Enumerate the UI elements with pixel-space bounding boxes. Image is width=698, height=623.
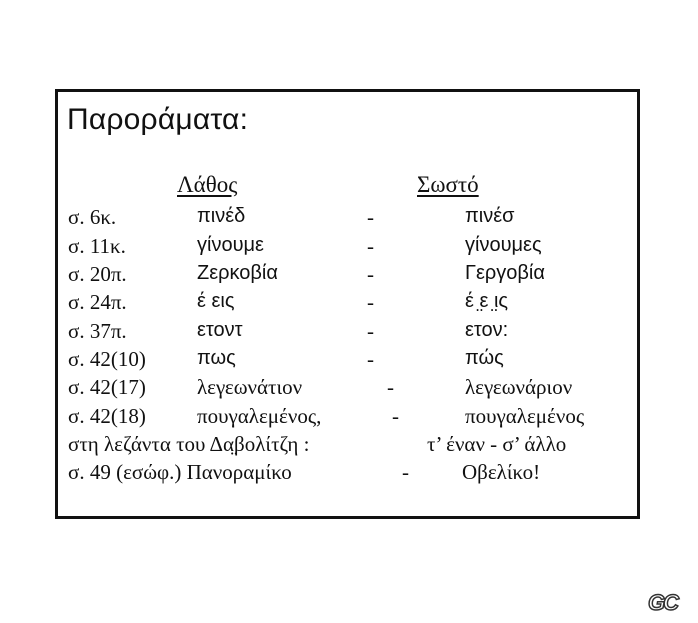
errata-ref: σ. 20π. <box>68 262 127 286</box>
errata-row <box>0 205 698 235</box>
errata-row <box>0 432 698 462</box>
errata-dash: - <box>367 290 374 314</box>
errata-wrong: πως <box>197 347 236 369</box>
errata-row <box>0 347 698 377</box>
errata-title: Παροράματα: <box>67 103 249 136</box>
errata-dash: - <box>367 319 374 343</box>
errata-wrong: λεγεωνάτιον <box>197 375 303 399</box>
errata-ref: σ. 42(10) <box>68 347 146 371</box>
errata-wrong: ετοντ <box>197 319 243 341</box>
errata-correct: έ ̤ε ̤ις <box>465 290 509 312</box>
errata-dash: - <box>392 404 399 428</box>
gc-logo: GC <box>648 590 677 615</box>
errata-ref: σ. 42(18) <box>68 404 146 428</box>
errata-ref: σ. 49 (εσώφ.) Πανοραμίκο <box>68 460 292 484</box>
errata-correct: τ’ έναν - σ’ άλλο <box>427 432 567 456</box>
errata-wrong: πινέδ <box>197 205 246 227</box>
errata-ref: σ. 11κ. <box>68 234 126 258</box>
errata-correct: πώς <box>465 347 504 369</box>
errata-row <box>0 319 698 349</box>
errata-ref: στη λεζάντα του Δα̤βολίτζη : <box>68 432 310 456</box>
errata-dash: - <box>367 205 374 229</box>
errata-row <box>0 290 698 320</box>
header-wrong: Λάθος <box>177 172 238 197</box>
errata-dash: - <box>367 234 374 258</box>
errata-row <box>0 375 698 405</box>
errata-correct: Οβελίκο! <box>462 460 541 484</box>
errata-correct: πουγαλεμένος <box>465 404 585 428</box>
errata-wrong: έ εις <box>197 290 235 312</box>
errata-row <box>0 234 698 264</box>
errata-correct: Γεργοβία <box>465 262 545 284</box>
errata-dash: - <box>387 375 394 399</box>
errata-dash: - <box>402 460 409 484</box>
errata-row <box>0 404 698 434</box>
errata-row <box>0 460 698 490</box>
errata-correct: λεγεωνάριον <box>465 375 573 399</box>
errata-dash: - <box>367 347 374 371</box>
errata-ref: σ. 37π. <box>68 319 127 343</box>
errata-correct: ετον: <box>465 319 509 341</box>
errata-correct: πινέσ <box>465 205 515 227</box>
header-correct: Σωστό <box>417 172 479 197</box>
errata-ref: σ. 42(17) <box>68 375 146 399</box>
errata-row <box>0 262 698 292</box>
errata-correct: γίνουμες <box>465 234 542 256</box>
errata-wrong: πουγαλεμένος, <box>197 404 322 428</box>
errata-ref: σ. 24π. <box>68 290 127 314</box>
errata-wrong: γίνουμε <box>197 234 264 256</box>
errata-wrong: Ζερκοβία <box>197 262 278 284</box>
errata-dash: - <box>367 262 374 286</box>
errata-ref: σ. 6κ. <box>68 205 117 229</box>
